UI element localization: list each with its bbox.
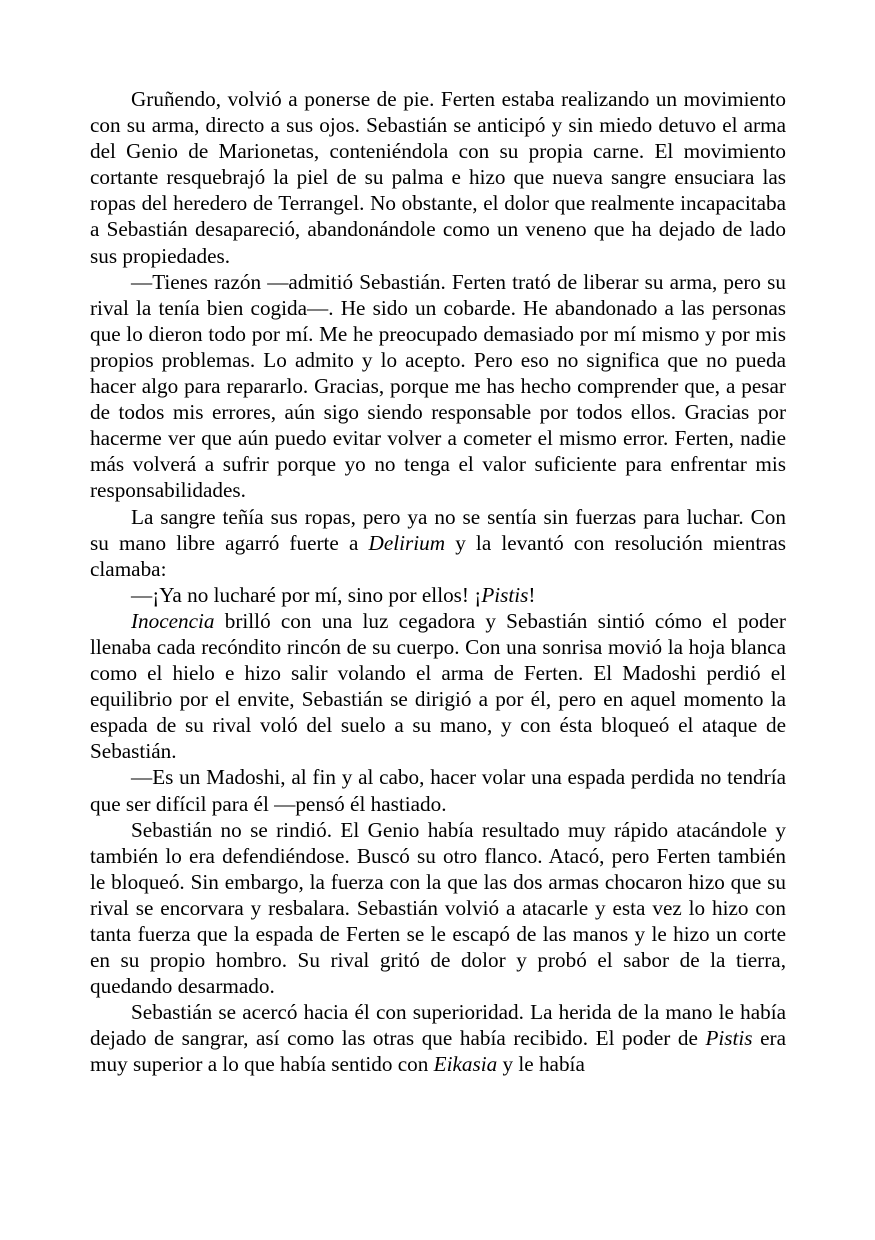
paragraph-text: brilló con una luz cegadora y Sebastián sintió cómo el poder llenaba cada recóndito rincón de su cuerpo. Con una sonrisa movió la hoja blanca como el hielo e hizo salir volando el arma de Ferten. El Madoshi perdió el equilibrio por el envite, Sebastián se dirigió a por él, pero en aquel momento la espada de su rival voló del suelo a su mano, y con ésta bloqueó el ataque de Sebastián. (90, 608, 786, 764)
paragraph-text: Sebastián no se rindió. El Genio había resultado muy rápido atacándole y también lo era defendiéndose. Buscó su otro flanco. Atacó, pero Ferten también le bloqueó. Sin embargo, la fuerza con la que las dos armas chocaron hizo que su rival se encorvara y resbalara. Sebastián volvió a atacarle y esta vez lo hizo con tanta fuerza que la espada de Ferten se le escapó de las manos y le hizo un corte en su propio hombro. Su rival gritó de dolor y probó el sabor de la tierra, quedando desarmado. (90, 817, 786, 999)
paragraph-text: —Tienes razón —admitió Sebastián. Ferten trató de liberar su arma, pero su rival la tenía bien cogida—. He sido un cobarde. He abandonado a las personas que lo dieron todo por mí. Me he preocupado demasiado por mí mismo y por mis propios problemas. Lo admito y lo acepto. Pero eso no significa que no pueda hacer algo para repararlo. Gracias, porque me has hecho comprender que, a pesar de todos mis errores, aún sigo siendo responsable por todos ellos. Gracias por hacerme ver que aún puedo evitar volver a cometer el mismo error. Ferten, nadie más volverá a sufrir porque yo no tenga el valor suficiente para enfrentar mis responsabilidades. (90, 269, 786, 503)
italic-term: Pistis (705, 1026, 753, 1051)
paragraph-text: La sangre teñía sus ropas, pero ya no se sentía sin fuerzas para luchar. Con su mano libre agarró fuerte a (90, 504, 786, 555)
italic-term: Delirium (368, 530, 446, 555)
paragraph-text: ! (528, 582, 536, 607)
paragraph (90, 764, 786, 816)
paragraph (90, 504, 786, 582)
italic-term: Pistis (481, 582, 529, 607)
paragraph (90, 269, 786, 504)
paragraph-text: —¡Ya no lucharé por mí, sino por ellos! ¡ (131, 582, 482, 607)
paragraph (90, 582, 786, 608)
paragraph-text: Sebastián se acercó hacia él con superioridad. La herida de la mano le había dejado de sangrar, así como las otras que había recibido. El poder de (90, 1000, 786, 1051)
paragraph-text: y la levantó con resolución mientras clamaba: (90, 530, 786, 581)
paragraph (90, 608, 786, 765)
paragraph (90, 86, 786, 269)
paragraph-text: y le había (497, 1052, 585, 1077)
paragraph-text: era muy superior a lo que había sentido con (90, 1026, 786, 1077)
paragraph-text: Gruñendo, volvió a ponerse de pie. Ferten estaba realizando un movimiento con su arma, directo a sus ojos. Sebastián se anticipó y sin miedo detuvo el arma del Genio de Marionetas, conteniéndola con su propia carne. El movimiento cortante resquebrajó la piel de su palma e hizo que nueva sangre ensuciara las ropas del heredero de Terrangel. No obstante, el dolor que realmente incapacitaba a Sebastián desapareció, abandonándole como un veneno que ha dejado de lado sus propiedades. (90, 87, 786, 268)
paragraph-text: —Es un Madoshi, al fin y al cabo, hacer volar una espada perdida no tendría que ser difícil para él —pensó él hastiado. (90, 765, 786, 816)
page-body (90, 86, 786, 1078)
italic-term: Eikasia (433, 1052, 498, 1077)
paragraph (90, 817, 786, 1000)
italic-term: Inocencia (131, 608, 215, 633)
paragraph (90, 999, 786, 1077)
